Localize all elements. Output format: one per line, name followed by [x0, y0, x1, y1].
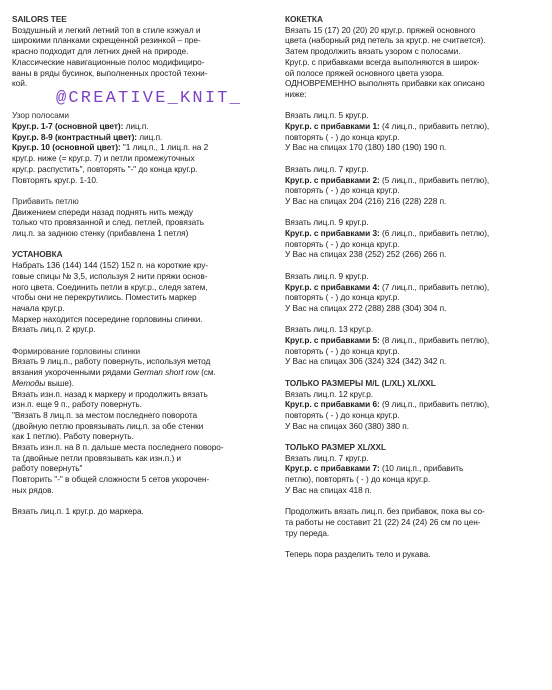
round-label: Круг.р. с прибавками 5: — [285, 335, 380, 346]
block-repeat: повторять ( - ) до конца круг.р. — [285, 185, 400, 196]
neck-line — [12, 367, 268, 378]
neck-last: Вязать лиц.п. 1 круг.р. до маркера. — [12, 506, 144, 517]
watermark-handle: @CREATIVE_KNIT_ — [53, 89, 245, 109]
block-result: У Вас на спицах 238 (252) 252 (266) 266 п. — [285, 249, 447, 260]
round-text: (9 лиц.п., прибавить петлю), — [379, 399, 490, 410]
simultaneous-line: ОДНОВРЕМЕННО выполнять прибавки как описано — [285, 78, 485, 89]
neck-line: Повторить "-" в общей сложности 5 сетов укорочен- — [12, 474, 210, 485]
neck-text: выше). — [45, 377, 74, 388]
neck-line: "Вязать 8 лиц.п. за местом последнего поворота — [12, 409, 198, 420]
block-round — [285, 335, 541, 346]
neck-line — [12, 378, 268, 389]
outro-line: та работы не составит 21 (22) 24 (24) 26 см по цен- — [285, 516, 481, 527]
stripe-row-3 — [12, 142, 268, 153]
increase-line: только что провязанной и след. петлей, провязать — [12, 217, 205, 228]
yoke-line: Затем продолжить вязать узором с полосами. — [285, 46, 461, 57]
right-column — [285, 14, 541, 560]
block-result: У Вас на спицах 204 (216) 216 (228) 228 п. — [285, 195, 447, 206]
yoke-heading: КОКЕТКА — [285, 14, 323, 24]
block-pre: Вязать лиц.п. 9 круг.р. — [285, 217, 369, 228]
block-result: У Вас на спицах 170 (180) 180 (190) 190 п. — [285, 142, 447, 153]
methods-ref: Методы — [12, 377, 46, 388]
round-text: (4 лиц.п., прибавить петлю), — [379, 121, 490, 132]
block-round — [285, 399, 541, 410]
block-result: У Вас на спицах 418 п. — [285, 484, 372, 495]
yoke-line: ой полосе пряжей основного цвета узора. — [285, 67, 445, 78]
increase-line: Движением спереди назад поднять нить между — [12, 206, 193, 217]
stripe-line: Повторять круг.р. 1-10. — [12, 174, 99, 185]
neck-line: та (двойные петли провязывать как изн.п.) и — [12, 452, 181, 463]
row-text: "1 лиц.п., 1 лиц.п. на 2 — [120, 142, 209, 153]
stripe-row-2 — [12, 132, 268, 143]
neck-heading: Формирование горловины спинки — [12, 345, 141, 356]
round-text: (5 лиц.п., прибавить петлю), — [379, 174, 490, 185]
neck-line: Вязать изн.п. на 8 п. дальше места последнего поворо- — [12, 442, 224, 453]
intro-line: Классические навигационные полос модифициро- — [12, 56, 205, 67]
neck-line: Вязать изн.п. назад к маркеру и продолжить вязать — [12, 388, 208, 399]
yoke-line: цвета (наборный ряд петель за круг.р. не считается). — [285, 35, 486, 46]
round-text: (6 лиц.п., прибавить петлю), — [379, 228, 490, 239]
row-text: лиц.п. — [137, 131, 163, 142]
block-result: У Вас на спицах 306 (324) 324 (342) 342 п. — [285, 356, 447, 367]
setup-line: говые спицы № 3,5, используя 2 нити пряжи основ- — [12, 270, 208, 281]
block-pre: Вязать лиц.п. 9 круг.р. — [285, 270, 369, 281]
block-pre: Вязать лиц.п. 13 круг.р. — [285, 324, 374, 335]
round-label: Круг.р. с прибавками 2: — [285, 174, 380, 185]
sizes-ml-heading: ТОЛЬКО РАЗМЕРЫ M/L (L/XL) XL/XXL — [285, 377, 436, 388]
row-label: Круг.р. 1-7 (основной цвет): — [12, 121, 124, 131]
outro-line: тру переда. — [285, 527, 330, 538]
setup-line: чтобы они не перекрутились. Поместить маркер — [12, 292, 197, 303]
setup-line: начала круг.р. — [12, 302, 65, 313]
block-round — [285, 282, 541, 293]
neck-text: (см. — [198, 367, 216, 378]
outro-line: Продолжить вязать лиц.п. без прибавок, пока вы со- — [285, 506, 485, 517]
block-repeat: повторять ( - ) до конца круг.р. — [285, 131, 400, 142]
neck-line: изн.п. еще 9 п., работу повернуть. — [12, 399, 142, 410]
block-round — [285, 228, 541, 239]
size-xl-heading: ТОЛЬКО РАЗМЕР XL/XXL — [285, 442, 387, 453]
block-repeat: повторять ( - ) до конца круг.р. — [285, 345, 400, 356]
block-pre: Вязать лиц.п. 12 круг.р. — [285, 388, 374, 399]
row-text: лиц.п. — [123, 121, 149, 131]
row-label: Круг.р. 10 (основной цвет): — [12, 142, 121, 153]
intro-line: красно подходит для летних дней на природе. — [12, 46, 189, 57]
yoke-line: Круг.р. с прибавками всегда выполняются в широк- — [285, 56, 480, 67]
neck-text: вязания укороченными рядами — [12, 367, 134, 378]
block-round — [285, 175, 541, 186]
block-round — [285, 463, 541, 474]
block-pre: Вязать лиц.п. 5 круг.р. — [285, 110, 369, 121]
stripe-line: круг.р. распустить", повторять "-" до конца круг.р. — [12, 163, 198, 174]
setup-line: Вязать лиц.п. 2 круг.р. — [12, 324, 96, 335]
setup-heading: УСТАНОВКА — [12, 249, 63, 260]
block-repeat: повторять ( - ) до конца круг.р. — [285, 292, 400, 303]
round-text: (10 лиц.п., прибавить — [379, 463, 464, 474]
round-label: Круг.р. с прибавками 3: — [285, 228, 380, 239]
block-repeat: повторять ( - ) до конца круг.р. — [285, 409, 400, 420]
intro-line: кой. — [12, 78, 28, 89]
final-line: Теперь пора разделить тело и рукава. — [285, 549, 431, 560]
block-repeat: петлю), повторять ( - ) до конца круг.р. — [285, 474, 431, 485]
neck-line: (двойную петлю провязывать лиц.п. за обе стенки — [12, 420, 204, 431]
neck-line: работу повернуть" — [12, 463, 83, 474]
round-label: Круг.р. с прибавками 4: — [285, 281, 380, 292]
increase-line: лиц.п. за заднюю стенку (прибавлена 1 петля) — [12, 228, 189, 239]
round-text: (7 лиц.п., прибавить петлю), — [379, 281, 490, 292]
neck-line: как 1 петлю). Работу повернуть. — [12, 431, 134, 442]
stripes-heading: Узор полосами — [12, 110, 69, 121]
block-pre: Вязать лиц.п. 7 круг.р. — [285, 163, 369, 174]
increase-heading: Прибавить петлю — [12, 195, 79, 206]
block-result: У Вас на спицах 360 (380) 380 п. — [285, 420, 409, 431]
block-result: У Вас на спицах 272 (288) 288 (304) 304 п. — [285, 302, 447, 313]
block-repeat: повторять ( - ) до конца круг.р. — [285, 238, 400, 249]
intro-line: ваны в ряды бусинок, выполненных простой техни- — [12, 67, 208, 78]
simultaneous-line: ниже: — [285, 88, 307, 99]
stripe-row-1 — [12, 121, 268, 132]
round-label: Круг.р. с прибавками 6: — [285, 399, 380, 410]
intro-line: Воздушный и легкий летний топ в стиле кэжуал и — [12, 24, 201, 35]
method-name: German short row — [133, 367, 199, 378]
intro-line: широкими планками скрещенной резинкой – пре- — [12, 35, 201, 46]
row-label: Круг.р. 8-9 (контрастный цвет): — [12, 131, 137, 142]
yoke-line: Вязать 15 (17) 20 (20) 20 круг.р. пряжей основного — [285, 24, 476, 35]
round-label: Круг.р. с прибавками 7: — [285, 463, 380, 474]
setup-line: Маркер находится посередине горловины спинки. — [12, 313, 203, 324]
round-label: Круг.р. с прибавками 1: — [285, 121, 380, 132]
block-round — [285, 121, 541, 132]
setup-line: ного цвета. Соединить петли в круг.р., следя затем, — [12, 281, 208, 292]
stripe-line: круг.р. ниже (= круг.р. 7) и петли промежуточных — [12, 153, 195, 164]
setup-line: Набрать 136 (144) 144 (152) 152 п. на короткие кру- — [12, 260, 209, 271]
neck-line: Вязать 9 лиц.п., работу повернуть, используя метод — [12, 356, 211, 367]
neck-line: ных рядов. — [12, 484, 54, 495]
pattern-title: SAILORS TEE — [12, 14, 67, 24]
block-pre: Вязать лиц.п. 7 круг.р. — [285, 452, 369, 463]
round-text: (8 лиц.п., прибавить петлю), — [379, 335, 490, 346]
